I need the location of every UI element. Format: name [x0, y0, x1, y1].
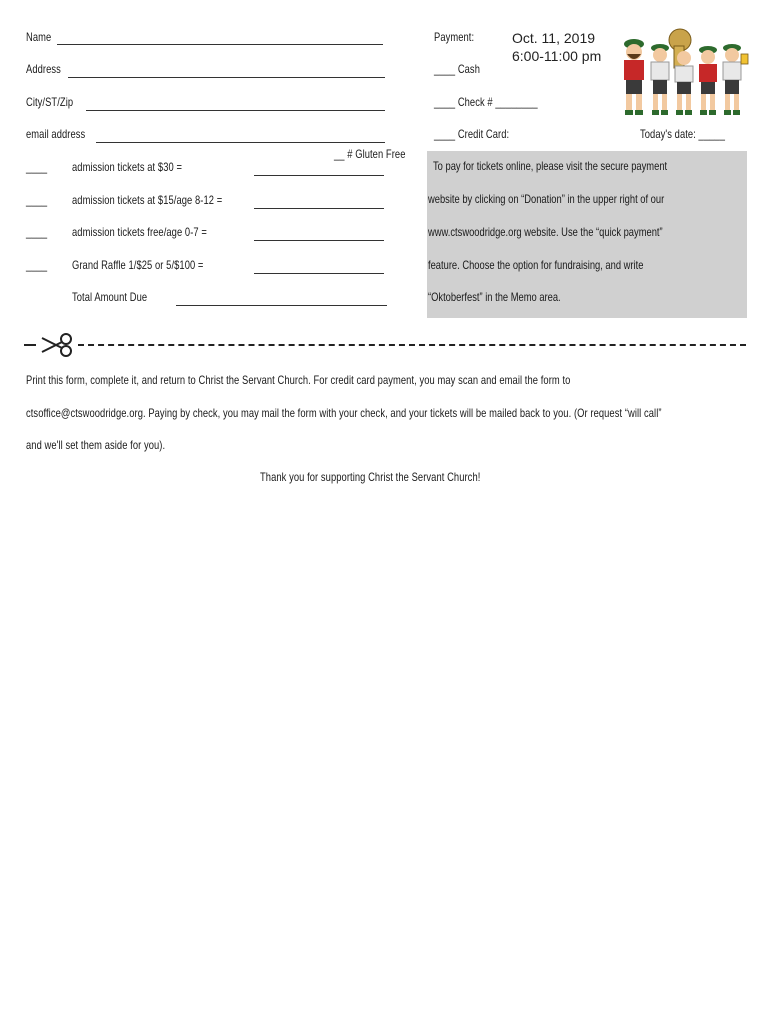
oktoberfest-band-illustration — [610, 24, 750, 120]
scissors-icon — [40, 332, 74, 358]
payment-credit[interactable]: ____ Credit Card: — [434, 127, 510, 141]
gluten-free-label: __ # Gluten Free — [334, 147, 406, 161]
city-field[interactable] — [86, 110, 385, 111]
online-payment-box — [427, 151, 747, 318]
name-field[interactable] — [57, 44, 383, 45]
ticket-blank-raffle[interactable]: ____ — [26, 258, 48, 272]
event-time: 6:00-11:00 pm — [512, 48, 602, 64]
ticket-blank-15[interactable]: ____ — [26, 193, 48, 207]
online-line-4: feature. Choose the option for fundraising, and write — [428, 258, 644, 272]
todays-date[interactable]: Today's date: _____ — [640, 127, 725, 141]
ticket-amount-30[interactable] — [254, 175, 384, 176]
ticket-label-30: admission tickets at $30 = — [72, 160, 182, 174]
payment-title: Payment: — [434, 30, 475, 44]
total-field[interactable] — [176, 305, 387, 306]
thank-you-text: Thank you for supporting Christ the Servant Church! — [260, 470, 481, 484]
email-label: email address — [26, 127, 86, 141]
instructions-line-3: and we'll set them aside for you). — [26, 438, 166, 452]
online-line-5: “Oktoberfest” in the Memo area. — [428, 290, 561, 304]
ticket-amount-15[interactable] — [254, 208, 384, 209]
ticket-amount-raffle[interactable] — [254, 273, 384, 274]
event-date: Oct. 11, 2019 — [512, 30, 596, 46]
total-label: Total Amount Due — [72, 290, 148, 304]
cut-line — [78, 344, 746, 346]
cut-line-start — [24, 344, 36, 346]
online-line-3: www.ctswoodridge.org website. Use the “quick payment” — [428, 225, 663, 239]
email-field[interactable] — [96, 142, 385, 143]
online-line-2: website by clicking on “Donation” in the upper right of our — [428, 192, 665, 206]
ticket-label-raffle: Grand Raffle 1/$25 or 5/$100 = — [72, 258, 204, 272]
instructions-line-2: ctsoffice@ctswoodridge.org. Paying by check, you may mail the form with your check, and your tickets will be mailed back to you. (Or request “will call” — [26, 406, 662, 420]
instructions-line-1: Print this form, complete it, and return to Christ the Servant Church. For credit card payment, you may scan and email the form to — [26, 373, 571, 387]
ticket-label-15: admission tickets at $15/age 8-12 = — [72, 193, 223, 207]
city-label: City/ST/Zip — [26, 95, 74, 109]
address-field[interactable] — [68, 77, 385, 78]
payment-cash[interactable]: ____ Cash — [434, 62, 480, 76]
payment-check[interactable]: ____ Check # ________ — [434, 95, 538, 109]
ticket-blank-free[interactable]: ____ — [26, 225, 48, 239]
ticket-blank-30[interactable]: ____ — [26, 160, 48, 174]
address-label: Address — [26, 62, 61, 76]
ticket-label-free: admission tickets free/age 0-7 = — [72, 225, 207, 239]
ticket-amount-free[interactable] — [254, 240, 384, 241]
name-label: Name — [26, 30, 52, 44]
online-line-1: To pay for tickets online, please visit the secure payment — [433, 159, 668, 173]
